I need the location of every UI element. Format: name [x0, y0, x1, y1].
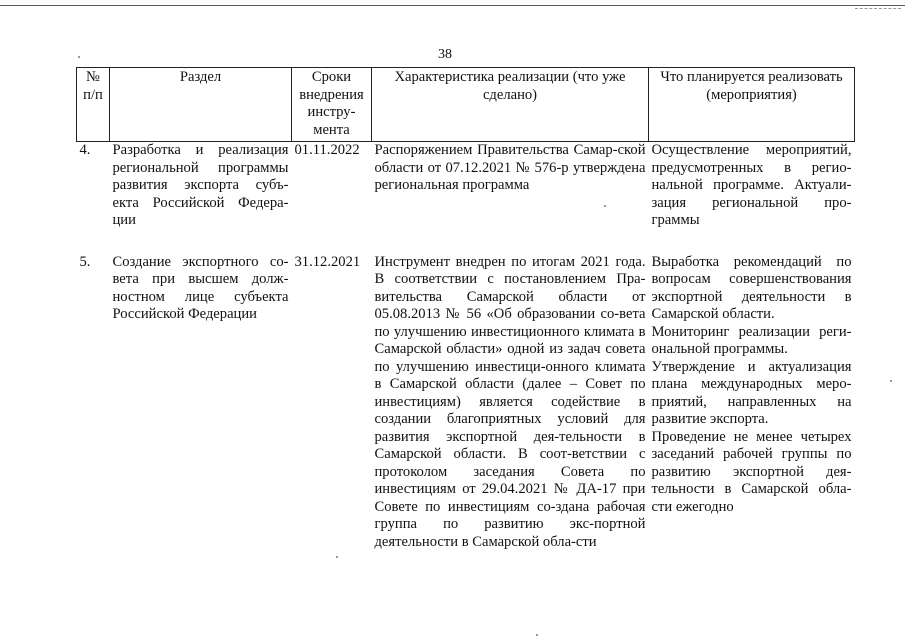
row-planned	[649, 240, 855, 552]
row-deadline: 01.11.2022	[294, 142, 360, 158]
page-number: 38	[438, 47, 452, 62]
row-deadline: 31.12.2021	[294, 253, 361, 270]
top-border-line	[0, 5, 905, 6]
header-section: Раздел	[110, 68, 292, 142]
row-planned	[649, 142, 855, 240]
table-header-row	[77, 68, 855, 142]
row-number: 4.	[79, 142, 91, 158]
scan-speck	[336, 556, 338, 558]
planned-item: Мониторинг реализации реги-ональной программы.	[651, 323, 852, 357]
table-row	[77, 142, 855, 240]
table-row	[77, 240, 855, 552]
scan-speck	[78, 56, 80, 58]
header-number: № п/п	[77, 68, 110, 142]
header-done: Характеристика реализации (что уже сделано)	[372, 68, 649, 142]
header-planned: Что планируется реализовать (мероприятия)	[649, 68, 855, 142]
scan-speck	[536, 634, 538, 636]
header-deadline: Сроки внедрения инстру-мента	[292, 68, 372, 142]
measures-table	[76, 67, 855, 551]
planned-item: Осуществление мероприятий, предусмотренных в регио-нальной программе. Актуали-зация региональной про-граммы	[651, 142, 852, 228]
row-section: Разработка и реализация региональной программы развития экспорта субъ-екта Российской Федера-ции	[112, 142, 289, 228]
row-done: Инструмент внедрен по итогам 2021 года. В соответствии с постановлением Пра-вительства Самарской области от 05.08.2013 № 56 «Об образовании со-вета по улучшению инвестиционного климата в Самарской области» одной из задач совета по улучшению инвестици-онного климата в Самарской области (далее – Совет по инвестициям) является содействие в создании благоприятных условий для развития экспортной дея-тельности в Самарской области. В соот-ветствии с протоколом заседания Совета по инвестициям от 29.04.2021 № ДА-17 при Совете по инвестициям со-здана рабочая группа по развитию экс-портной деятельности в Самарской обла-сти	[374, 253, 646, 550]
scan-speck	[890, 380, 892, 382]
row-done: Распоряжением Правительства Самар-ской области от 07.12.2021 № 576-р утверждена региональная программа	[374, 142, 646, 193]
planned-item: Выработка рекомендаций по вопросам совершенствования экспортной деятельности в Самарской области.	[651, 253, 852, 322]
planned-item: Проведение не менее четырех заседаний рабочей группы по развитию экспортной дея-тельности в Самарской обла-сти ежегодно	[651, 428, 852, 515]
planned-item: Утверждение и актуализация плана международных меро-приятий, направленных на развитие экспорта.	[651, 358, 852, 427]
row-number: 5.	[79, 253, 91, 270]
row-section: Создание экспортного со-вета при высшем долж-ностном лице субъекта Российской Федерации	[112, 253, 289, 322]
top-dashed-mark	[855, 8, 901, 9]
